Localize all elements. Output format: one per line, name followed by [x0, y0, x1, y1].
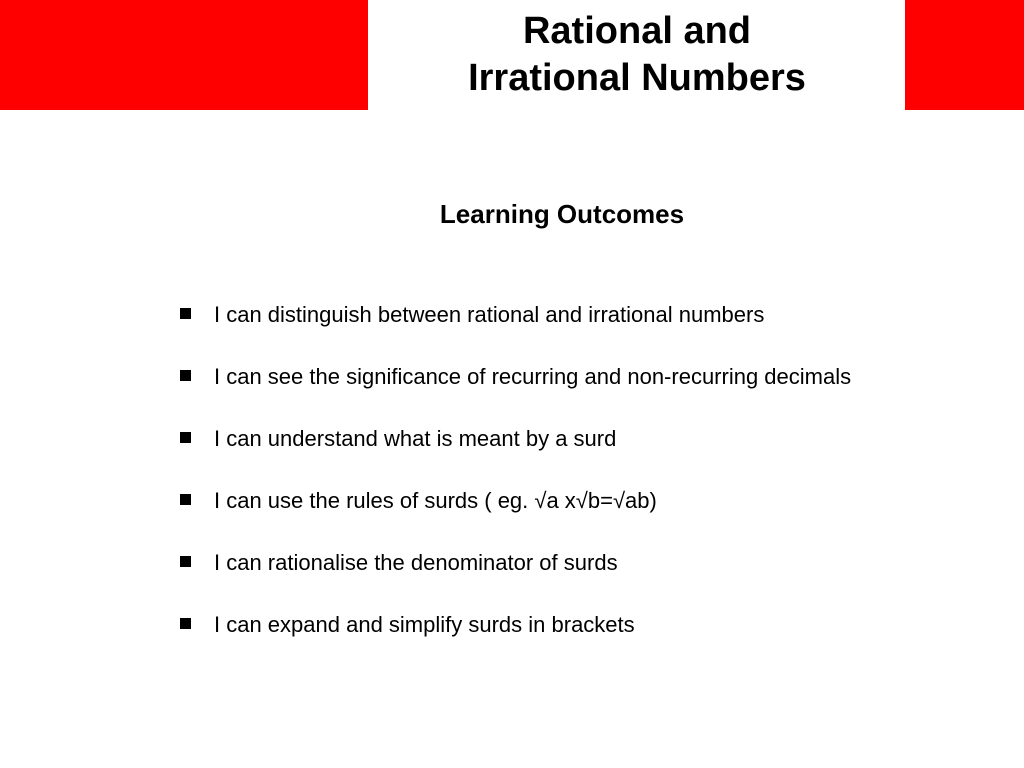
square-bullet-icon [180, 308, 191, 319]
learning-outcomes-list [176, 300, 876, 672]
red-header-block-left [0, 0, 368, 110]
list-item [176, 486, 864, 516]
square-bullet-icon [180, 370, 191, 381]
slide-title [372, 8, 902, 102]
square-bullet-icon [180, 556, 191, 567]
list-item [176, 300, 864, 330]
square-bullet-icon [180, 432, 191, 443]
outcome-text: I can see the significance of recurring and non-recurring decimals [214, 364, 852, 389]
list-item [176, 610, 864, 640]
outcome-text: I can distinguish between rational and irrational numbers [214, 302, 765, 327]
slide-title-line-1: Rational and [522, 10, 752, 52]
outcome-text: I can expand and simplify surds in brackets [214, 612, 635, 637]
outcome-text: I can understand what is meant by a surd [214, 426, 617, 451]
list-item [176, 424, 864, 454]
outcome-text: I can use the rules of surds ( eg. √a x√b=√ab) [214, 488, 657, 513]
square-bullet-icon [180, 618, 191, 629]
square-bullet-icon [180, 494, 191, 505]
list-item [176, 548, 864, 578]
slide-title-line-2: Irrational Numbers [468, 57, 806, 99]
section-heading: Learning Outcomes [439, 199, 685, 229]
list-item [176, 362, 864, 392]
outcome-text: I can rationalise the denominator of surds [214, 550, 618, 575]
red-header-block-right [905, 0, 1024, 110]
